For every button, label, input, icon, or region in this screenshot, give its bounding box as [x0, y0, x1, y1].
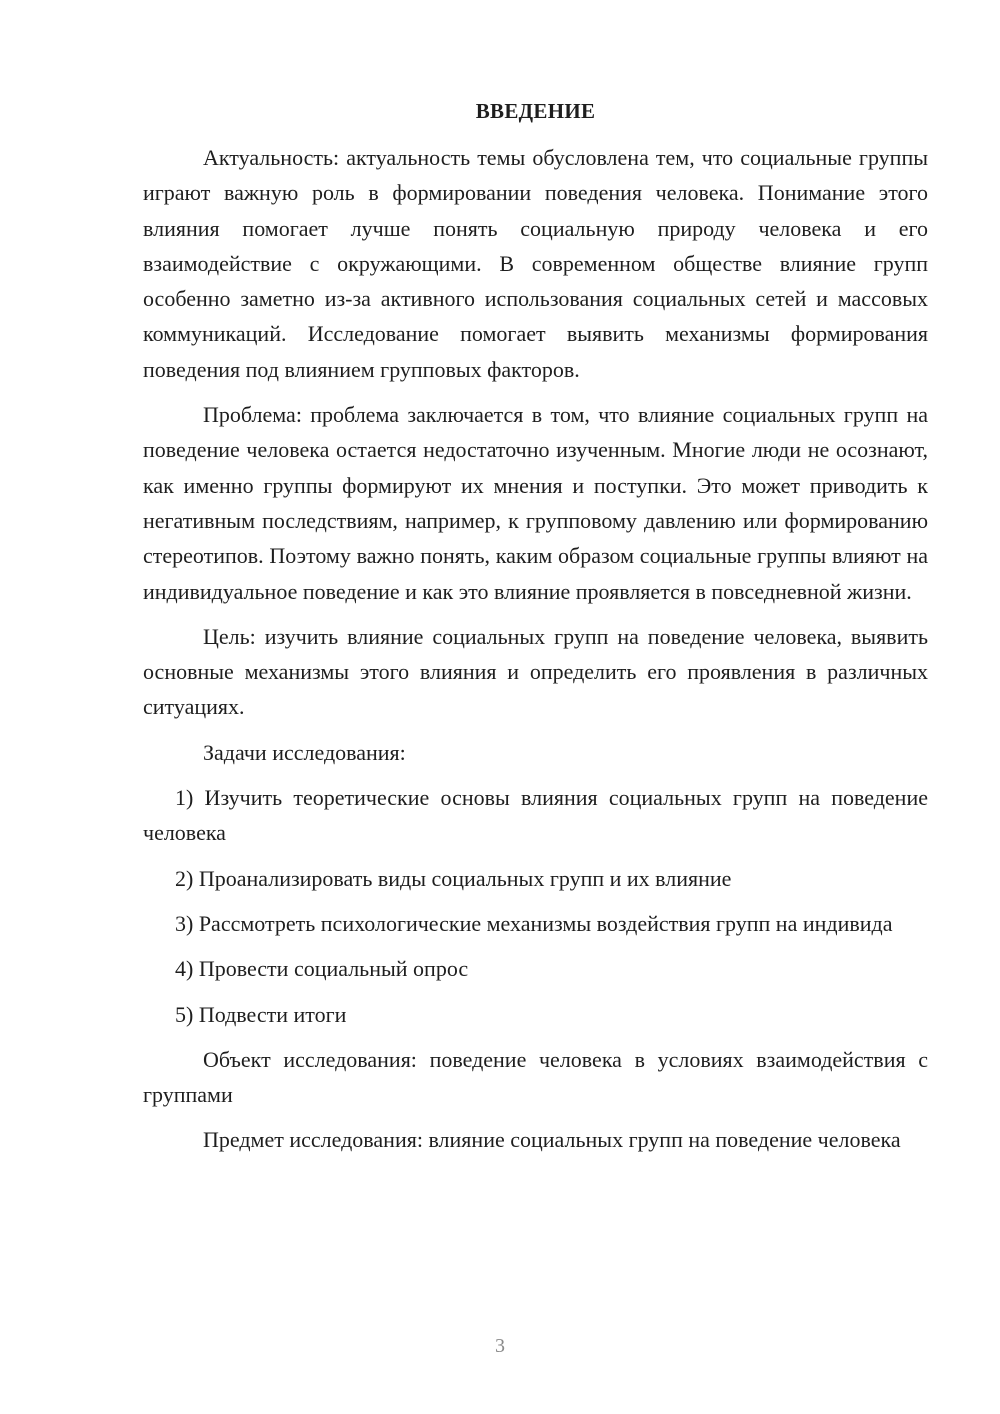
- task-item-2: 2) Проанализировать виды социальных групп и их влияние: [175, 865, 732, 891]
- relevance-paragraph: Актуальность: актуальность темы обусловлена тем, что социальные группы играют важную роль в формировании поведения человека. Понимание этого влияния помогает лучше понять социальную природу человека и его взаимодействие с окружающими. В современном обществе влияние групп особенно заметно из-за активного использования социальных сетей и массовых коммуникаций. Исследование помогает выявить механизмы формирования поведения под влиянием групповых факторов.: [143, 145, 928, 382]
- tasks-heading: Задачи исследования:: [203, 739, 406, 765]
- subject-paragraph: Предмет исследования: влияние социальных групп на поведение человека: [203, 1127, 901, 1153]
- object-paragraph: Объект исследования: поведение человека в условиях взаимодействия с группами: [143, 1046, 928, 1108]
- goal-paragraph: Цель: изучить влияние социальных групп на поведение человека, выявить основные механизмы этого влияния и определить его проявления в различных ситуациях.: [143, 623, 928, 720]
- section-title: ВВЕДЕНИЕ: [475, 99, 596, 123]
- page-number: 3: [495, 1335, 505, 1357]
- problem-paragraph: Проблема: проблема заключается в том, что влияние социальных групп на поведение человека остается недостаточно изученным. Многие люди не осознают, как именно группы формируют их мнения и поступки. Это может приводить к негативным последствиям, например, к групповому давлению или формированию стереотипов. Поэтому важно понять, каким образом социальные группы влияют на индивидуальное поведение и как это влияние проявляется в повседневной жизни.: [143, 402, 928, 604]
- task-item-3: 3) Рассмотреть психологические механизмы воздействия групп на индивида: [175, 910, 893, 936]
- page-content: [143, 96, 928, 1158]
- task-item-5: 5) Подвести итоги: [175, 1001, 347, 1027]
- task-item-4: 4) Провести социальный опрос: [175, 956, 469, 982]
- task-item-1: 1) Изучить теоретические основы влияния социальных групп на поведение человека: [143, 785, 928, 846]
